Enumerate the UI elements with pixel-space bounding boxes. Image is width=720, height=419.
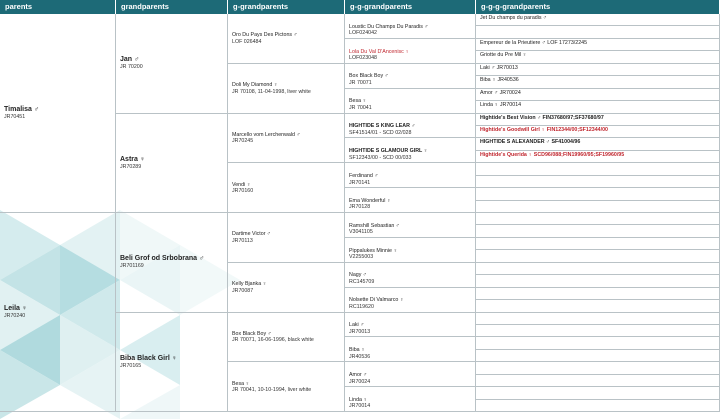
registration-number: LOF023048 [349, 55, 377, 62]
ggg-grandparents-cell [476, 101, 720, 113]
ggg-grandparents-cell [476, 188, 720, 200]
ancestor-name: Biba ♀ [349, 347, 366, 354]
ggg-grandparents-cell [476, 275, 720, 287]
ancestor-name: Nolsette Di Valmarco ♀ [349, 297, 404, 304]
ancestor-name: HIGHTIDE S GLAMOUR GIRL ♀ [349, 148, 428, 155]
registration-number: V3041105 [349, 229, 373, 236]
ancestor-name: Kelly Bjanka ♀ [232, 281, 267, 288]
ancestor-text: Amor ♂ JR70024 [480, 89, 521, 96]
gg-grandparents-cell [345, 163, 476, 188]
ggg-grandparents-cell [476, 76, 720, 88]
gg-grandparents-cell [345, 288, 476, 313]
parents-cell [0, 14, 116, 213]
ggg-grandparents-cell [476, 400, 720, 412]
ggg-grandparents-cell [476, 114, 720, 126]
ancestor-name: Lola Du Val D'Ancenisc ♀ [349, 48, 410, 55]
header-grandparents: grandparents [116, 0, 228, 14]
gg-grandparents-cell [345, 114, 476, 139]
registration-number: JR 70200 [120, 64, 143, 71]
ggg-grandparents-cell [476, 163, 720, 175]
ancestor-text: Hightide's Goodwill Girl ♀ FIN12344/00;SF12344/00 [480, 126, 608, 133]
g-grandparents-cell [228, 213, 345, 263]
ggg-grandparents-cell [476, 151, 720, 163]
ggg-grandparents-cell [476, 362, 720, 374]
ggg-grandparents-cell [476, 288, 720, 300]
ancestor-text: Empereur de la Prieutiere ♂ LOF 17273/2245 [480, 39, 588, 46]
ancestor-name: Jan ♂ [120, 56, 140, 64]
ggg-grandparents-cell [476, 26, 720, 38]
ancestor-name: Marcello vom Lerchenwald ♂ [232, 131, 301, 138]
registration-number: RC119620 [349, 303, 374, 310]
registration-number: JR70141 [349, 179, 371, 186]
registration-number: V2255003 [349, 254, 374, 261]
header-gg-grandparents: g-g-grandparents [345, 0, 476, 14]
ancestor-name: Besa ♀ [232, 380, 250, 387]
ancestor-text: HIGHTIDE S ALEXANDER ♂ SF41004/96 [480, 139, 581, 146]
registration-number: JR 70108, 11-04-1998, liver white [232, 88, 311, 95]
ancestor-name: Beli Grof od Srbobrana ♂ [120, 255, 205, 263]
ancestor-text: Hightide's Querida ♀ SCD96/088;FIN19960/95;SF19960/95 [480, 151, 625, 158]
ggg-grandparents-cell [476, 387, 720, 399]
ancestor-text: Jet Du champs du paradis ♂ [480, 15, 547, 21]
registration-number: JR 70041, 10-10-1994, liver white [232, 387, 312, 394]
ancestor-name: Ferdinand ♂ [349, 172, 379, 179]
ggg-grandparents-cell [476, 176, 720, 188]
gg-grandparents-cell [345, 362, 476, 387]
ggg-grandparents-cell [476, 51, 720, 63]
gg-grandparents-cell [345, 138, 476, 163]
g-grandparents-cell [228, 163, 345, 213]
registration-number: RC145709 [349, 279, 375, 286]
ggg-grandparents-cell [476, 201, 720, 213]
grandparents-cell [116, 114, 228, 214]
ancestor-name: Biba Black Girl ♀ [120, 354, 177, 362]
gg-grandparents-cell [345, 14, 476, 39]
ggg-grandparents-cell [476, 375, 720, 387]
ggg-grandparents-cell [476, 325, 720, 337]
g-grandparents-cell [228, 64, 345, 114]
grandparents-cell [116, 313, 228, 413]
grandparents-cell [116, 213, 228, 313]
ggg-grandparents-cell [476, 313, 720, 325]
registration-number: JR70165 [120, 362, 142, 369]
g-grandparents-cell [228, 263, 345, 313]
ancestor-name: Besa ♀ [349, 98, 367, 105]
ancestor-name: Pippalukes Minnie ♀ [349, 247, 398, 254]
registration-number: JR70245 [232, 138, 254, 145]
gg-grandparents-cell [345, 188, 476, 213]
registration-number: JR70024 [349, 378, 371, 385]
gg-grandparents-cell [345, 213, 476, 238]
g-grandparents-cell [228, 14, 345, 64]
registration-number: LOF 026484 [232, 38, 262, 45]
g-grandparents-cell [228, 362, 345, 412]
ggg-grandparents-cell [476, 263, 720, 275]
ancestor-text: Biba ♀ JR40536 [480, 77, 519, 84]
registration-number: JR70289 [120, 163, 142, 170]
ggg-grandparents-cell [476, 337, 720, 349]
registration-number: JR70087 [232, 287, 254, 294]
registration-number: JR70240 [4, 313, 26, 320]
ggg-grandparents-cell [476, 138, 720, 150]
registration-number: JR40536 [349, 353, 371, 360]
registration-number: LOF024042 [349, 30, 377, 37]
header-parents: parents [0, 0, 116, 14]
ggg-grandparents-cell [476, 300, 720, 312]
g-grandparents-cell [228, 114, 345, 164]
page-footer [0, 412, 720, 419]
gg-grandparents-cell [345, 337, 476, 362]
parents-cell [0, 213, 116, 412]
ancestor-text: Linda ♀ JR70014 [480, 102, 522, 109]
ancestor-name: HIGHTIDE S KING LEAR ♂ [349, 123, 416, 130]
ggg-grandparents-cell [476, 225, 720, 237]
ancestor-name: Laki ♂ [349, 322, 365, 329]
ggg-grandparents-cell [476, 238, 720, 250]
gg-grandparents-cell [345, 313, 476, 338]
gg-grandparents-cell [345, 39, 476, 64]
gg-grandparents-cell [345, 238, 476, 263]
registration-number: JR70014 [349, 403, 371, 410]
grandparents-cell [116, 14, 228, 114]
gg-grandparents-cell [345, 263, 476, 288]
ancestor-name: Astra ♀ [120, 155, 146, 163]
registration-number: JR 70071 [349, 80, 372, 87]
registration-number: JR 70071, 16-06-1996, black white [232, 337, 314, 344]
registration-number: JR70128 [349, 204, 371, 211]
ancestor-name: Doli My Diamond ♀ [232, 82, 278, 89]
ancestor-name: Vendi ♀ [232, 181, 251, 188]
ggg-grandparents-cell [476, 39, 720, 51]
registration-number: JR701169 [120, 263, 144, 270]
gg-grandparents-cell [345, 387, 476, 412]
ancestor-name: Box Black Boy ♂ [349, 73, 389, 80]
g-grandparents-cell [228, 313, 345, 363]
header-g-grandparents: g-grandparents [228, 0, 345, 14]
registration-number: JR 70041 [349, 104, 372, 111]
registration-number: JR70160 [232, 188, 254, 195]
ancestor-name: Oro Du Pays Des Pictons ♂ [232, 32, 298, 39]
ggg-grandparents-cell [476, 126, 720, 138]
ancestor-name: Ema Wonderful ♀ [349, 197, 391, 204]
ancestor-text: Hightide's Best Vision ♂ FIN37680/97;SF37680/97 [480, 114, 604, 121]
ggg-grandparents-cell [476, 250, 720, 262]
ancestor-name: Nagy ♂ [349, 272, 367, 279]
gg-grandparents-cell [345, 89, 476, 114]
ancestor-name: Ramshill Sebastian ♂ [349, 222, 400, 229]
ancestor-name: Leila ♀ [4, 305, 28, 313]
ancestor-text: Laki ♂ JR70013 [480, 64, 518, 71]
registration-number: SF41514/01 - SCD 02/028 [349, 129, 412, 136]
ggg-grandparents-cell [476, 213, 720, 225]
ancestor-name: Amor ♂ [349, 371, 368, 378]
ancestor-name: Linda ♀ [349, 396, 368, 403]
registration-number: JR70013 [349, 328, 371, 335]
header-ggg-grandparents: g-g-g-grandparents [476, 0, 720, 14]
ggg-grandparents-cell [476, 64, 720, 76]
ancestor-text: Griotte du Pre Mil ♀ [480, 52, 527, 59]
ancestor-name: Loustic Du Champs Du Paradis ♂ [349, 23, 429, 30]
ggg-grandparents-cell [476, 350, 720, 362]
ancestor-name: Dartime Victor ♂ [232, 231, 271, 238]
registration-number: JR70451 [4, 114, 26, 121]
registration-number: SF12343/00 - SCD 00/033 [349, 154, 412, 161]
ggg-grandparents-cell [476, 14, 720, 26]
registration-number: JR70113 [232, 237, 253, 244]
ancestor-name: Timalisa ♂ [4, 106, 40, 114]
ggg-grandparents-cell [476, 89, 720, 101]
gg-grandparents-cell [345, 64, 476, 89]
ancestor-name: Box Black Boy ♂ [232, 330, 272, 337]
